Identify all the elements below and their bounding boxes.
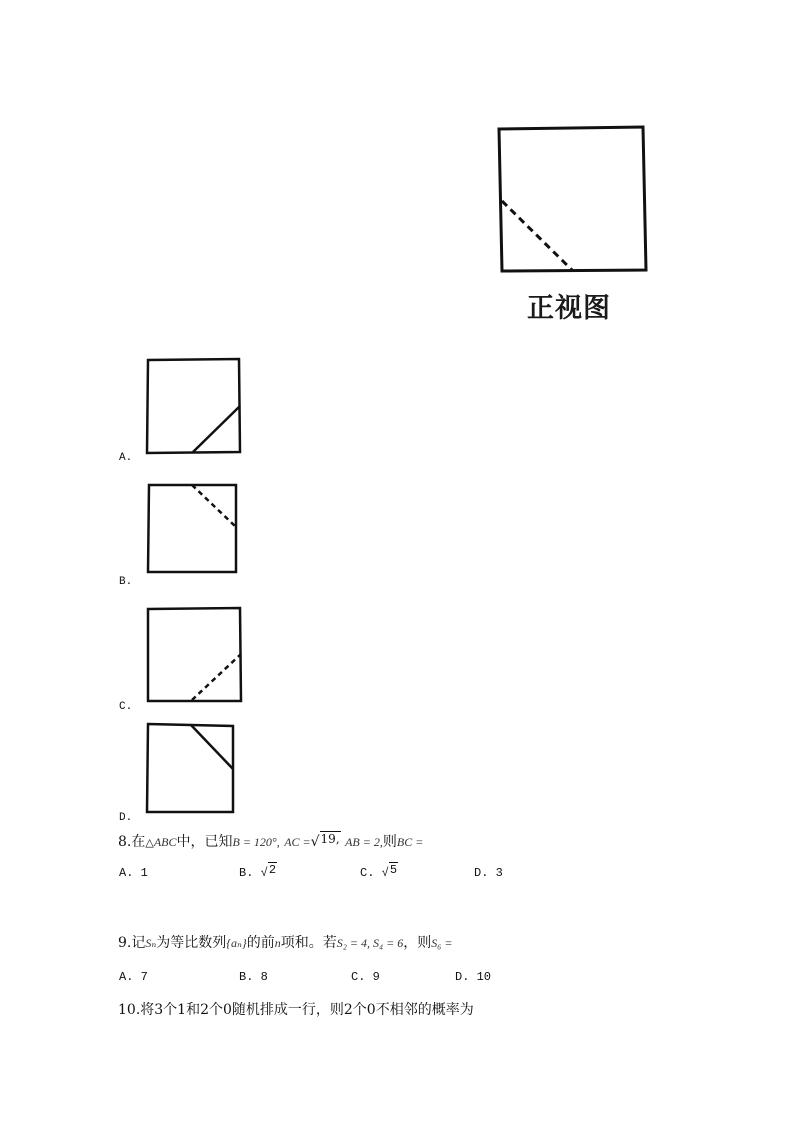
- q8-triangle: △: [145, 836, 154, 849]
- q8-prefix: 在: [131, 834, 146, 850]
- q8-sqrt-19: √19,: [310, 832, 340, 850]
- q8-middle: 中，已知: [176, 834, 233, 850]
- q8-choice-c: C. √5: [360, 863, 398, 880]
- q8-choice-b: B. √2: [239, 863, 277, 880]
- option-c-label: C.: [119, 701, 133, 713]
- q9-text4: 项和。若: [280, 935, 337, 951]
- option-d-solid-edge: [191, 725, 233, 769]
- q9-number: 9.: [118, 935, 132, 951]
- q8-choice-d: D. 3: [474, 866, 503, 880]
- q9-text1: 记: [131, 935, 146, 951]
- option-d-label: D.: [119, 812, 133, 824]
- q8-abc: ABC: [153, 835, 177, 849]
- question-9: [118, 932, 453, 952]
- q9-choice-a: A. 7: [119, 970, 148, 984]
- q9-choice-d: D. 10: [455, 970, 492, 984]
- q9-an: {aₙ}: [226, 936, 247, 950]
- q9-n: n: [274, 936, 281, 950]
- question-8: [118, 831, 423, 851]
- q9-conds: S₂ = 4, S₄ = 6: [336, 936, 404, 950]
- option-d-square: [147, 724, 233, 812]
- q9-choice-b: B. 8: [239, 970, 268, 984]
- q9-text3: 的前: [246, 935, 275, 951]
- q9-choice-c: C. 9: [351, 970, 380, 984]
- q8-number: 8.: [118, 834, 132, 850]
- q8-cond-ab: AB = 2,: [345, 835, 383, 849]
- q8-choice-a: A. 1: [119, 866, 148, 880]
- q8-cond-ac: AC =: [284, 835, 311, 849]
- q9-text5: ，则: [403, 935, 432, 951]
- figure-caption: 正视图: [527, 293, 611, 324]
- option-a-label: A.: [119, 452, 133, 464]
- question-10: 10.将3个1和2个0随机排成一行，则2个0不相邻的概率为: [118, 1002, 474, 1018]
- q9-sn: Sₙ: [145, 936, 157, 950]
- q8-cond-b: B = 120°,: [232, 835, 280, 849]
- q9-s6: S₆ =: [431, 936, 453, 950]
- option-b-label: B.: [119, 576, 133, 588]
- q8-then: 则: [382, 834, 397, 850]
- q8-bc: BC =: [396, 835, 424, 849]
- q9-text2: 为等比数列: [156, 935, 227, 951]
